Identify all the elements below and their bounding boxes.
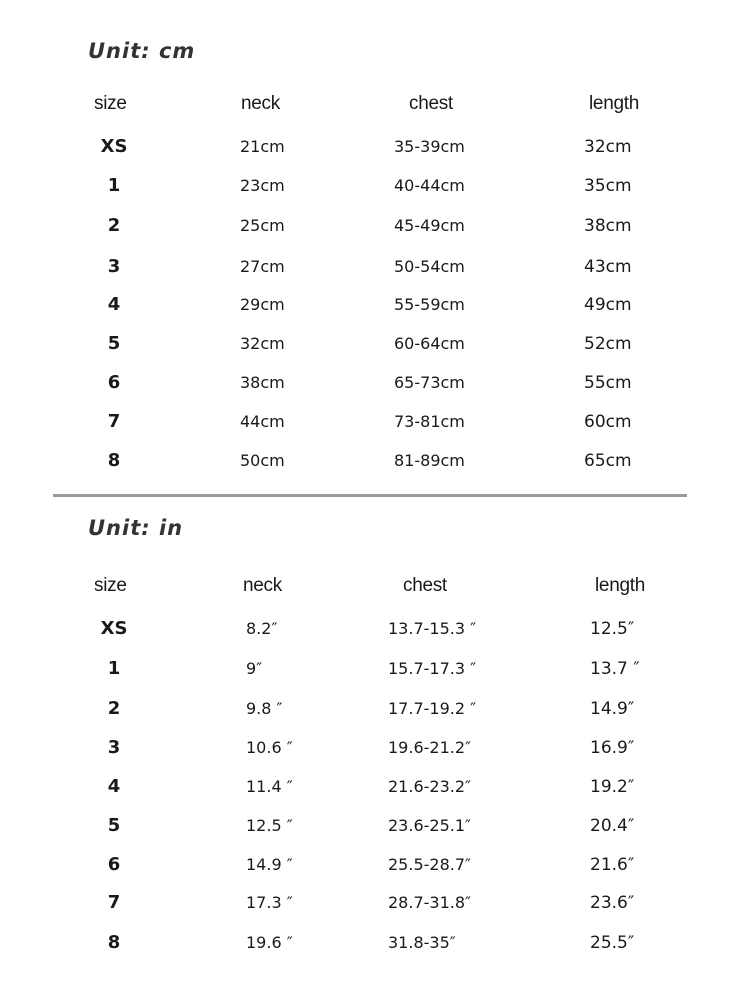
chest-cell: 65-73cm bbox=[394, 373, 465, 392]
length-cell: 65cm bbox=[584, 451, 632, 471]
neck-cell: 14.9 ″ bbox=[246, 855, 293, 874]
header-neck: neck bbox=[243, 575, 282, 596]
length-cell: 20.4″ bbox=[590, 816, 635, 836]
table-row bbox=[0, 891, 740, 915]
header-length: length bbox=[589, 93, 639, 114]
chest-cell: 13.7-15.3 ″ bbox=[388, 619, 477, 638]
neck-cell: 10.6 ″ bbox=[246, 738, 293, 757]
section-divider bbox=[53, 494, 687, 497]
size-cell: 6 bbox=[107, 372, 121, 393]
neck-cell: 27cm bbox=[240, 257, 285, 276]
size-cell: 1 bbox=[107, 658, 121, 679]
chest-cell: 60-64cm bbox=[394, 334, 465, 353]
table-row bbox=[0, 931, 740, 955]
size-cell: 5 bbox=[107, 333, 121, 354]
neck-cell: 12.5 ″ bbox=[246, 816, 293, 835]
header-chest: chest bbox=[403, 575, 447, 596]
size-cell: 1 bbox=[107, 175, 121, 196]
length-cell: 32cm bbox=[584, 137, 632, 157]
chest-cell: 81-89cm bbox=[394, 451, 465, 470]
neck-cell: 9.8 ″ bbox=[246, 699, 283, 718]
length-cell: 52cm bbox=[584, 334, 632, 354]
neck-cell: 44cm bbox=[240, 412, 285, 431]
length-cell: 12.5″ bbox=[590, 619, 635, 639]
length-cell: 23.6″ bbox=[590, 893, 635, 913]
length-cell: 14.9″ bbox=[590, 699, 635, 719]
chest-cell: 19.6-21.2″ bbox=[388, 738, 471, 757]
length-cell: 55cm bbox=[584, 373, 632, 393]
header-neck: neck bbox=[241, 93, 280, 114]
chest-cell: 15.7-17.3 ″ bbox=[388, 659, 477, 678]
chest-cell: 50-54cm bbox=[394, 257, 465, 276]
neck-cell: 8.2″ bbox=[246, 619, 278, 638]
neck-cell: 23cm bbox=[240, 176, 285, 195]
size-cell: 3 bbox=[107, 737, 121, 758]
size-cell: 8 bbox=[107, 450, 121, 471]
size-cell: 6 bbox=[107, 854, 121, 875]
size-cell: 3 bbox=[107, 256, 121, 277]
size-cell: 5 bbox=[107, 815, 121, 836]
table-row bbox=[0, 449, 740, 473]
neck-cell: 21cm bbox=[240, 137, 285, 156]
chest-cell: 17.7-19.2 ″ bbox=[388, 699, 477, 718]
table-row bbox=[0, 174, 740, 198]
table-row bbox=[0, 617, 740, 641]
table-row bbox=[0, 775, 740, 799]
chest-cell: 45-49cm bbox=[394, 216, 465, 235]
size-cell: 4 bbox=[107, 776, 121, 797]
size-cell: 4 bbox=[107, 294, 121, 315]
length-cell: 35cm bbox=[584, 176, 632, 196]
table-row bbox=[0, 371, 740, 395]
table-row bbox=[0, 853, 740, 877]
chest-cell: 55-59cm bbox=[394, 295, 465, 314]
chest-cell: 31.8-35″ bbox=[388, 933, 456, 952]
length-cell: 60cm bbox=[584, 412, 632, 432]
chest-cell: 28.7-31.8″ bbox=[388, 893, 471, 912]
table-row bbox=[0, 736, 740, 760]
table-row bbox=[0, 293, 740, 317]
length-cell: 38cm bbox=[584, 216, 632, 236]
header-length: length bbox=[595, 575, 645, 596]
chest-cell: 21.6-23.2″ bbox=[388, 777, 471, 796]
length-cell: 13.7 ″ bbox=[590, 659, 640, 679]
chest-cell: 73-81cm bbox=[394, 412, 465, 431]
header-size: size bbox=[94, 575, 127, 596]
table-row bbox=[0, 410, 740, 434]
table-row bbox=[0, 657, 740, 681]
neck-cell: 17.3 ″ bbox=[246, 893, 293, 912]
table-row bbox=[0, 332, 740, 356]
neck-cell: 50cm bbox=[240, 451, 285, 470]
table-row bbox=[0, 697, 740, 721]
length-cell: 49cm bbox=[584, 295, 632, 315]
size-cell: XS bbox=[100, 136, 128, 157]
length-cell: 25.5″ bbox=[590, 933, 635, 953]
table-row bbox=[0, 135, 740, 159]
unit-cm-title: Unit: cm bbox=[88, 39, 196, 63]
size-cell: 8 bbox=[107, 932, 121, 953]
chest-cell: 23.6-25.1″ bbox=[388, 816, 471, 835]
chest-cell: 25.5-28.7″ bbox=[388, 855, 471, 874]
neck-cell: 29cm bbox=[240, 295, 285, 314]
unit-in-title: Unit: in bbox=[88, 516, 184, 540]
neck-cell: 19.6 ″ bbox=[246, 933, 293, 952]
size-cell: XS bbox=[100, 618, 128, 639]
size-cell: 2 bbox=[107, 215, 121, 236]
size-cell: 7 bbox=[107, 411, 121, 432]
length-cell: 43cm bbox=[584, 257, 632, 277]
table-row bbox=[0, 255, 740, 279]
neck-cell: 38cm bbox=[240, 373, 285, 392]
neck-cell: 25cm bbox=[240, 216, 285, 235]
table-header-row bbox=[0, 574, 740, 598]
length-cell: 16.9″ bbox=[590, 738, 635, 758]
neck-cell: 11.4 ″ bbox=[246, 777, 293, 796]
size-cell: 7 bbox=[107, 892, 121, 913]
length-cell: 19.2″ bbox=[590, 777, 635, 797]
chest-cell: 40-44cm bbox=[394, 176, 465, 195]
size-cell: 2 bbox=[107, 698, 121, 719]
table-row bbox=[0, 814, 740, 838]
header-size: size bbox=[94, 93, 127, 114]
neck-cell: 32cm bbox=[240, 334, 285, 353]
length-cell: 21.6″ bbox=[590, 855, 635, 875]
neck-cell: 9″ bbox=[246, 659, 263, 678]
chest-cell: 35-39cm bbox=[394, 137, 465, 156]
table-row bbox=[0, 214, 740, 238]
table-header-row bbox=[0, 92, 740, 116]
header-chest: chest bbox=[409, 93, 453, 114]
